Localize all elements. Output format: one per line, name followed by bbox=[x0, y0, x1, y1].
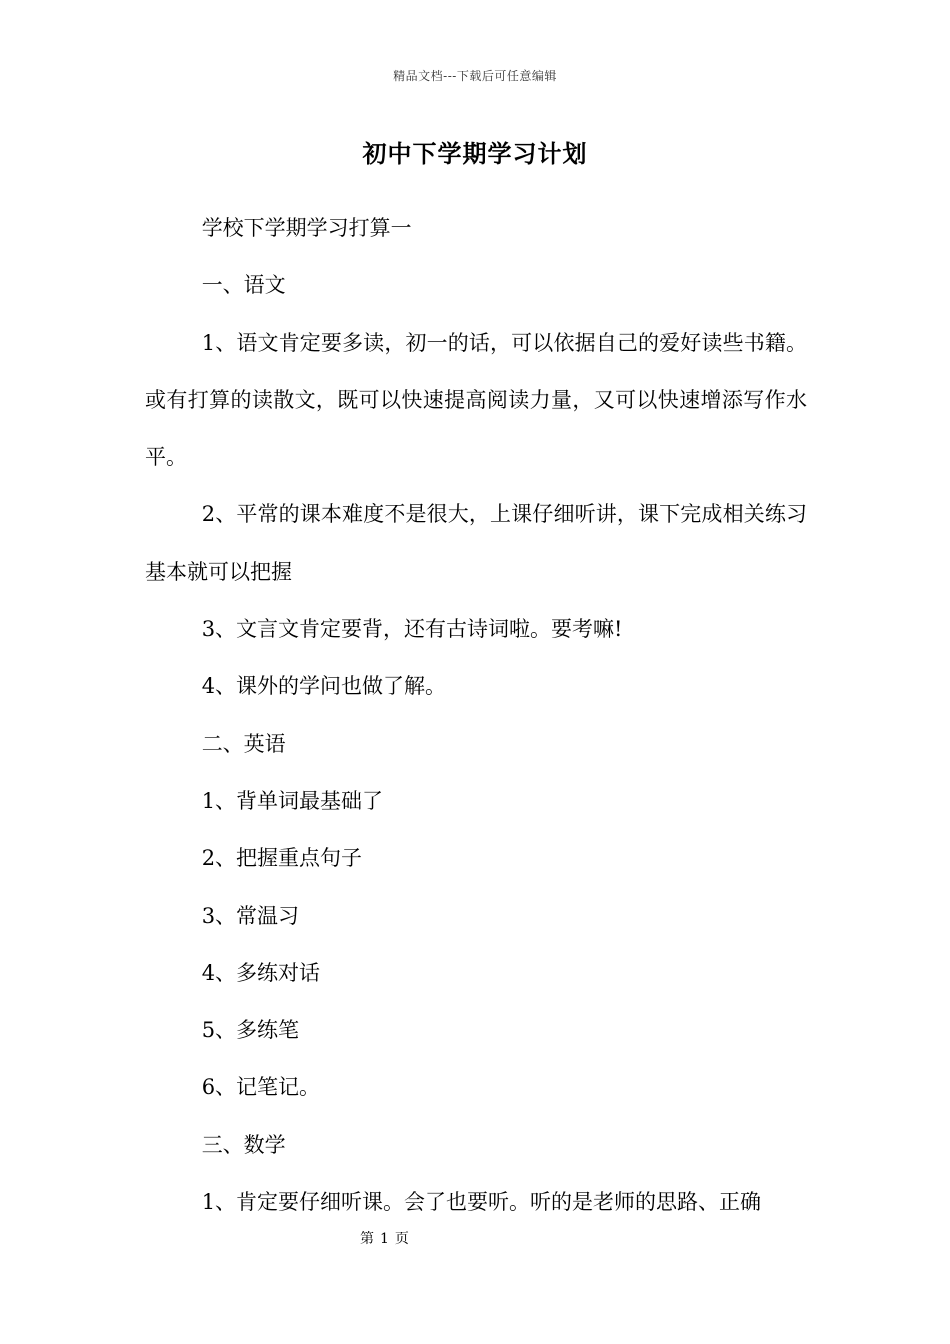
paragraph: 学校下学期学习打算一 bbox=[201, 216, 412, 240]
paragraph: 2、平常的课本难度不是很大，上课仔细听讲，课下完成相关练习基本就可以把握 bbox=[145, 502, 807, 584]
list-item: 3、常温习 bbox=[201, 903, 300, 928]
paragraph: 1、语文肯定要多读，初一的话，可以依据自己的爱好读些书籍。或有打算的读散文，既可以快速提高阅读力量，又可以快速增添写作水平。 bbox=[145, 330, 807, 470]
list-item: 1、背单词最基础了 bbox=[201, 788, 384, 813]
list-item: 2、把握重点句子 bbox=[201, 846, 363, 871]
list-item: 4、多练对话 bbox=[201, 960, 321, 985]
footer-prefix: 第 bbox=[360, 1231, 374, 1247]
document-title: 初中下学期学习计划 bbox=[362, 139, 588, 168]
header-note: 精品文档---下载后可任意编辑 bbox=[393, 69, 557, 83]
section-heading-english: 二、英语 bbox=[201, 731, 286, 756]
section-heading-chinese: 一、语文 bbox=[201, 273, 286, 298]
section-heading-math: 三、数学 bbox=[201, 1132, 286, 1157]
footer-suffix: 页 bbox=[394, 1231, 409, 1247]
list-item: 6、记笔记。 bbox=[201, 1075, 321, 1100]
paragraph: 1、肯定要仔细听课。会了也要听。听的是老师的思路、正确 bbox=[201, 1190, 762, 1215]
paragraph: 3、文言文肯定要背，还有古诗词啦。要考嘛! bbox=[201, 617, 623, 642]
list-item: 5、多练笔 bbox=[201, 1018, 300, 1043]
paragraph: 4、课外的学问也做了解。 bbox=[201, 674, 447, 699]
page-number: 1 bbox=[380, 1231, 389, 1247]
page-footer bbox=[360, 1228, 415, 1248]
document-body bbox=[145, 200, 807, 1231]
